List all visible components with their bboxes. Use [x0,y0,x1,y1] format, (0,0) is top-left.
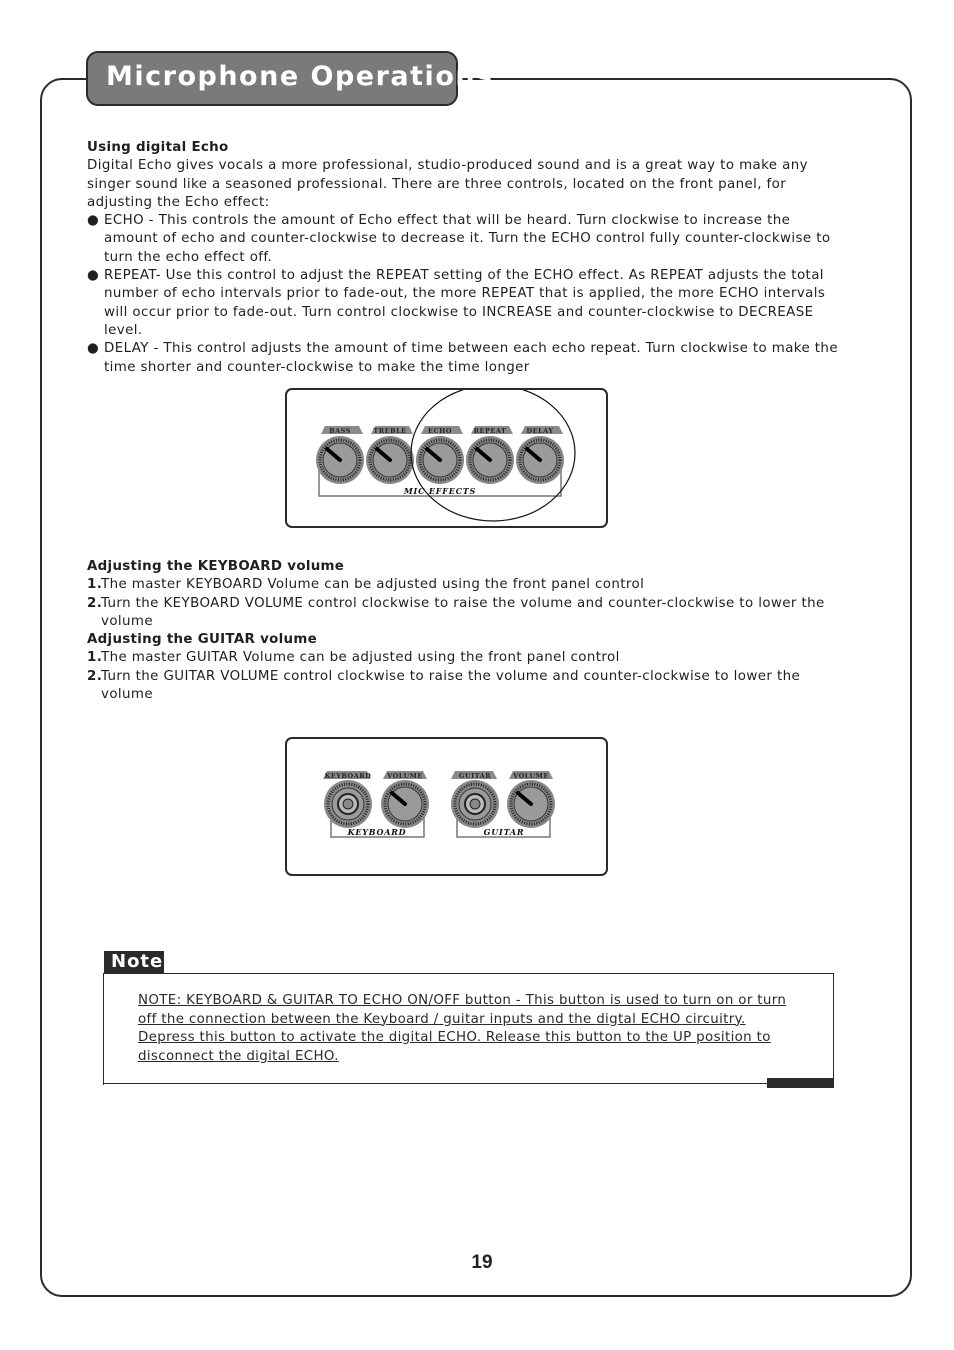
guitar-group-label: GUITAR [483,827,525,837]
keyboard-step-1 [87,576,847,594]
guitar-step-1 [87,649,847,667]
treble-knob [366,426,414,484]
guitar-heading: Adjusting the GUITAR volume [87,632,317,648]
keyboard-input-group [323,771,429,837]
guitar-volume-knob [507,771,555,828]
guitar-step-2 [87,668,847,705]
note-box-bottom-rule [103,1083,767,1084]
keyboard-jack-label: KEYBOARD [324,772,372,780]
bullet-dot: ● [87,213,100,229]
bullet-delay [87,340,847,377]
note-tag: Note [104,951,164,973]
instrument-inputs-panel-figure [285,737,608,876]
keyboard-step-2-text: Turn the KEYBOARD VOLUME control clockwise to raise the volume and counter-clockwise to lower the volume [101,595,825,629]
echo-heading: Using digital Echo [87,140,229,155]
delay-knob-label: DELAY [526,427,554,435]
bullet-echo-text: ECHO - This controls the amount of Echo effect that will be heard. Turn clockwise to increase the amount of echo and counter-clockwise to decrease it. Turn the ECHO control fully counter-clockwise to turn the echo effect off. [104,213,831,265]
bullet-repeat-text: REPEAT- Use this control to adjust the REPEAT setting of the ECHO effect. As REPEAT adjusts the total number of echo intervals prior to fade-out, the more REPEAT that is applied, the more ECHO intervals will occur prior to fade-out. Turn control clockwise to INCREASE and counter-clockwise to DECREASE level. [104,268,826,338]
step-number: 2. [87,668,103,684]
bullet-echo [87,212,847,267]
title-tab [86,51,494,106]
keyboard-step-1-text: The master KEYBOARD Volume can be adjusted using the front panel control [101,577,645,593]
keyboard-volume-label: VOLUME [387,772,423,780]
mic-effects-illustration [287,390,606,526]
bullet-delay-text: DELAY - This control adjusts the amount of time between each echo repeat. Turn clockwise to make the time shorter and counter-clockwise to make the time longer [104,341,838,375]
guitar-step-1-text: The master GUITAR Volume can be adjusted using the front panel control [101,650,620,666]
note-text: NOTE: KEYBOARD & GUITAR TO ECHO ON/OFF button - This button is used to turn on or turn off the connection between the Keyboard / guitar inputs and the digtal ECHO circuitry. Depress this button to activate the digital ECHO. Release this button to the UP position to disconnect the digital ECHO. [138,993,787,1064]
step-number: 1. [87,577,103,593]
delay-knob [516,426,564,484]
bass-knob-label: BASS [329,427,351,435]
keyboard-jack [323,771,372,828]
keyboard-heading: Adjusting the KEYBOARD volume [87,559,345,574]
echo-intro: Digital Echo gives vocals a more professional, studio-produced sound and is a great way to make any singer sound like a seasoned professional. There are three controls, located on the front panel, for adjusting the Echo effect: [87,158,808,210]
guitar-jack [451,771,499,828]
volume-sections [87,558,847,704]
page-title: Microphone Operations [106,61,494,92]
note-box-corner-bar [767,1078,834,1088]
guitar-step-2-text: Turn the GUITAR VOLUME control clockwise to raise the volume and counter-clockwise to lower the volume [101,668,801,703]
mic-effects-label: MIC EFFECTS [403,486,477,496]
guitar-jack-label: GUITAR [458,772,492,780]
repeat-knob [466,426,514,484]
guitar-volume-label: VOLUME [513,772,549,780]
bullet-dot: ● [87,268,100,284]
guitar-input-group [451,771,555,837]
bullet-repeat [87,267,847,340]
step-number: 1. [87,650,103,666]
repeat-knob-label: REPEAT [473,427,507,435]
keyboard-group-label: KEYBOARD [347,827,407,837]
echo-knob [416,426,464,484]
treble-knob-label: TREBLE [373,427,407,435]
bass-knob [316,426,364,484]
bullet-dot: ● [87,341,100,357]
echo-section [87,139,847,377]
page-number: 19 [471,1252,493,1273]
keyboard-volume-knob [381,771,429,828]
keyboard-step-2 [87,595,847,632]
echo-knob-label: ECHO [428,427,452,435]
instrument-inputs-illustration [287,739,606,874]
mic-effects-panel-figure [285,388,608,528]
step-number: 2. [87,595,103,611]
